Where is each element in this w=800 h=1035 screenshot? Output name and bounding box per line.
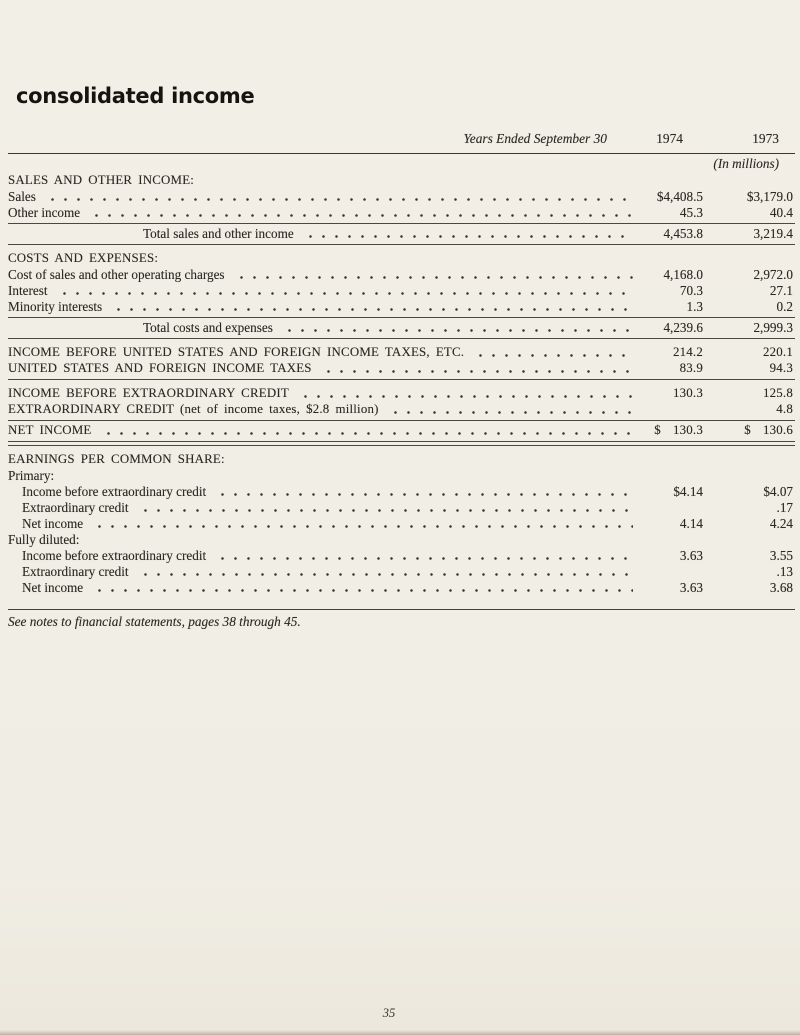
divider bbox=[8, 338, 795, 339]
row-label: Total sales and other income bbox=[143, 226, 294, 241]
row-label: UNITED STATES AND FOREIGN INCOME TAXES bbox=[8, 361, 312, 375]
value-1973: 40.4 bbox=[769, 205, 793, 220]
section-row bbox=[8, 452, 795, 468]
dot-leader bbox=[100, 423, 634, 439]
value-1974: 4,239.6 bbox=[663, 320, 703, 335]
value-1974: $ 130.3 bbox=[654, 423, 703, 437]
row-label: NET INCOME bbox=[8, 423, 92, 437]
page-title: consolidated income bbox=[16, 84, 255, 108]
dot-leader bbox=[137, 500, 633, 516]
table-row bbox=[8, 516, 795, 532]
value-1974: 3.63 bbox=[679, 579, 703, 595]
table-row bbox=[8, 283, 795, 299]
value-1973: $3,179.0 bbox=[746, 189, 793, 204]
divider bbox=[8, 609, 795, 610]
row-label: Income before extraordinary credit bbox=[22, 547, 207, 563]
value-1973: 3.55 bbox=[769, 547, 793, 563]
col-header-1973: 1973 bbox=[752, 131, 779, 146]
units-label: (In millions) bbox=[713, 156, 779, 171]
table-row bbox=[8, 226, 795, 242]
row-label: Other income bbox=[8, 205, 81, 220]
divider bbox=[8, 317, 795, 318]
section-row bbox=[8, 468, 795, 484]
row-label: SALES AND OTHER INCOME: bbox=[8, 173, 195, 187]
value-1974: $4.14 bbox=[673, 483, 703, 499]
value-1973: .13 bbox=[776, 563, 793, 579]
col-header-1974: 1974 bbox=[656, 131, 683, 146]
divider bbox=[8, 153, 795, 154]
row-label: INCOME BEFORE UNITED STATES AND FOREIGN INCOME TAXES, ETC. bbox=[8, 345, 465, 359]
value-1974: 1.3 bbox=[686, 299, 703, 314]
value-1974: $4,408.5 bbox=[656, 189, 703, 204]
row-label: Net income bbox=[22, 579, 84, 595]
dot-leader bbox=[91, 580, 633, 596]
units-row bbox=[8, 156, 795, 173]
table-row bbox=[8, 267, 795, 283]
value-1973: $4.07 bbox=[763, 483, 793, 499]
dot-leader bbox=[214, 484, 633, 500]
table-row bbox=[8, 484, 795, 500]
dot-leader bbox=[387, 402, 633, 418]
table-row bbox=[8, 299, 795, 315]
value-1974: 70.3 bbox=[679, 283, 703, 298]
value-1974: 45.3 bbox=[679, 205, 703, 220]
section-row bbox=[8, 532, 795, 548]
row-label: Income before extraordinary credit bbox=[22, 483, 207, 499]
table-row bbox=[8, 320, 795, 336]
dot-leader bbox=[472, 345, 633, 361]
row-label: EXTRAORDINARY CREDIT (net of income taxes, $2.8 million) bbox=[8, 402, 379, 416]
row-label: Extraordinary credit bbox=[22, 563, 129, 579]
dot-leader bbox=[281, 320, 633, 336]
dot-leader bbox=[297, 386, 633, 402]
divider bbox=[8, 420, 795, 421]
page-number: 35 bbox=[382, 1006, 396, 1020]
value-1974: 4,453.8 bbox=[663, 226, 703, 241]
double-divider bbox=[8, 441, 795, 446]
divider bbox=[8, 223, 795, 224]
divider bbox=[8, 244, 795, 245]
dot-leader bbox=[137, 564, 633, 580]
value-1974: 83.9 bbox=[679, 361, 703, 375]
value-1974: 4.14 bbox=[679, 515, 703, 531]
footnote: See notes to financial statements, pages 38 through 45. bbox=[8, 613, 301, 629]
dot-leader bbox=[214, 548, 633, 564]
table-row bbox=[8, 189, 795, 205]
row-label: Net income bbox=[22, 515, 84, 531]
section-row bbox=[8, 251, 795, 267]
income-statement-table bbox=[8, 131, 795, 630]
value-1974: 3.63 bbox=[679, 547, 703, 563]
dot-leader bbox=[44, 189, 633, 205]
value-1973: 0.2 bbox=[776, 299, 793, 314]
value-1973: 3.68 bbox=[769, 579, 793, 595]
years-ended-caption: Years Ended September 30 bbox=[463, 131, 607, 146]
table-row bbox=[8, 386, 795, 402]
divider bbox=[8, 379, 795, 380]
row-label: Fully diluted: bbox=[8, 531, 80, 547]
row-label: Primary: bbox=[8, 467, 55, 483]
row-label: Total costs and expenses bbox=[143, 320, 273, 335]
dot-leader bbox=[91, 516, 633, 532]
row-label: INCOME BEFORE EXTRAORDINARY CREDIT bbox=[8, 386, 289, 400]
value-1973: 3,219.4 bbox=[753, 226, 793, 241]
dot-leader bbox=[302, 226, 633, 242]
value-1973: 27.1 bbox=[769, 283, 793, 298]
value-1974: 214.2 bbox=[672, 345, 703, 359]
table-row bbox=[8, 580, 795, 596]
dot-leader bbox=[320, 361, 633, 377]
dot-leader bbox=[110, 299, 633, 315]
value-1974: 4,168.0 bbox=[663, 267, 703, 282]
dot-leader bbox=[88, 205, 633, 221]
table-row bbox=[8, 345, 795, 361]
row-label: Cost of sales and other operating charges bbox=[8, 267, 225, 282]
table-row bbox=[8, 402, 795, 418]
table-row bbox=[8, 500, 795, 516]
row-label: Minority interests bbox=[8, 299, 103, 314]
section-row bbox=[8, 173, 795, 189]
dot-leader bbox=[233, 267, 633, 283]
table-row bbox=[8, 205, 795, 221]
row-label: Interest bbox=[8, 283, 48, 298]
value-1973: 94.3 bbox=[769, 361, 793, 375]
row-label: EARNINGS PER COMMON SHARE: bbox=[8, 451, 225, 466]
table-row bbox=[8, 564, 795, 580]
table-header-row bbox=[8, 131, 795, 150]
value-1973: $ 130.6 bbox=[744, 423, 793, 437]
value-1973: 4.24 bbox=[769, 515, 793, 531]
dot-leader bbox=[56, 283, 633, 299]
row-label: Sales bbox=[8, 189, 36, 204]
table-row bbox=[8, 548, 795, 564]
row-label: Extraordinary credit bbox=[22, 499, 129, 515]
value-1973: 4.8 bbox=[776, 402, 793, 416]
row-label: COSTS AND EXPENSES: bbox=[8, 251, 159, 265]
value-1973: 125.8 bbox=[762, 386, 793, 400]
value-1973: .17 bbox=[776, 499, 793, 515]
table-row bbox=[8, 423, 795, 439]
value-1973: 2,999.3 bbox=[753, 320, 793, 335]
value-1973: 220.1 bbox=[762, 345, 793, 359]
table-row bbox=[8, 361, 795, 377]
value-1973: 2,972.0 bbox=[753, 267, 793, 282]
value-1974: 130.3 bbox=[672, 386, 703, 400]
